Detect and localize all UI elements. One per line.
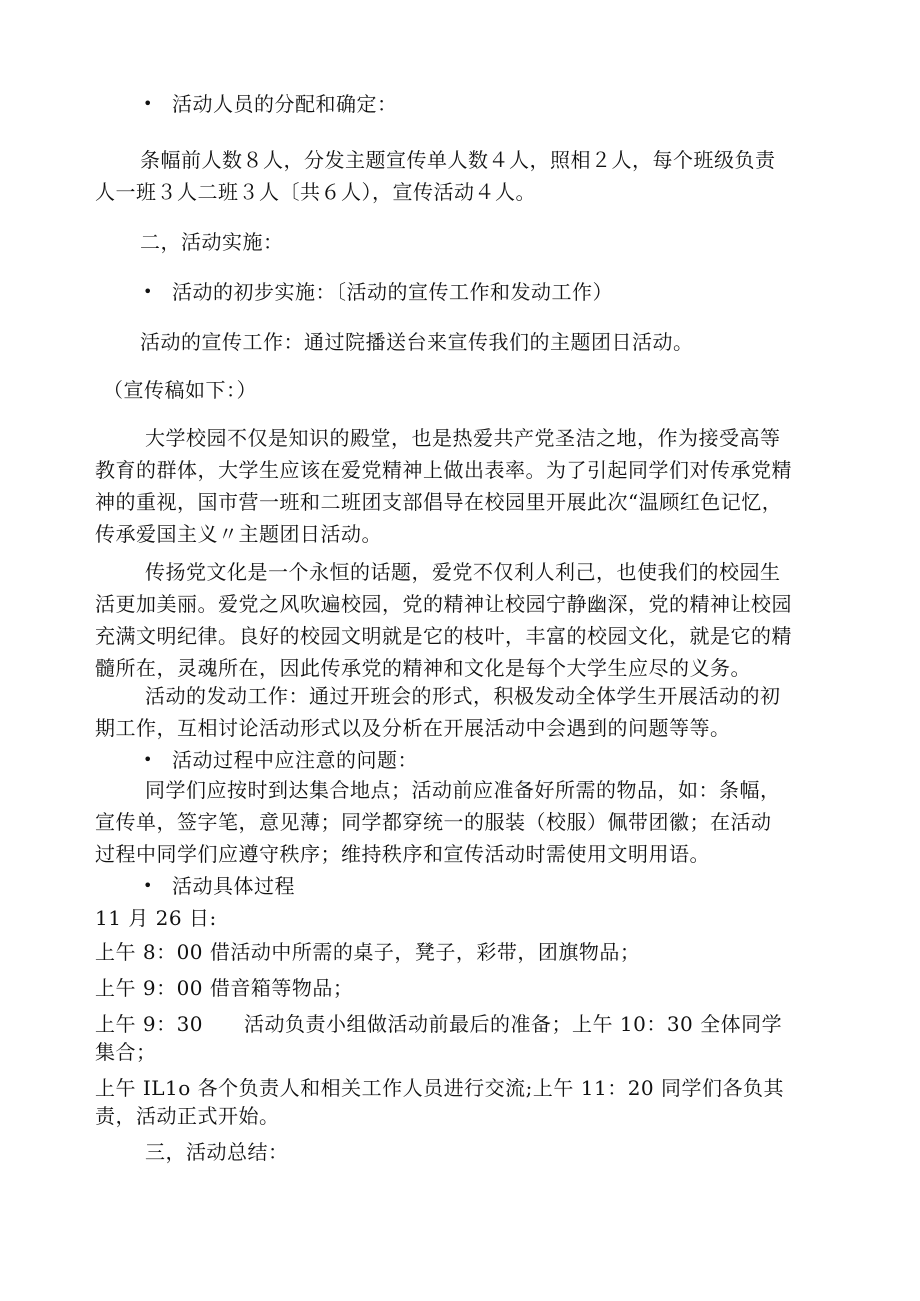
schedule-item: 上午 IL1o 各个负责人和相关工作人员进行交流;上午 11：20 同学们各负其	[95, 1076, 785, 1100]
subheading-initial-implementation: 活动的初步实施：〔活动的宣传工作和发动工作）	[172, 280, 613, 304]
subheading-process: 活动具体过程	[172, 874, 295, 898]
paragraph-line: 神的重视，国市营一班和二班团支部倡导在校园里开展此次“温顾红色记忆，	[95, 490, 783, 514]
paragraph-line: 宣传单，签字笔，意见薄；同学都穿统一的服装（校服）佩带团徽；在活动	[95, 810, 772, 834]
paragraph-line: 充满文明纪律。良好的校园文明就是它的枝叶，丰富的校园文化，就是它的精	[95, 624, 792, 648]
schedule-item-continued: 集合；	[95, 1040, 157, 1064]
paragraph-line: 教育的群体，大学生应该在爱党精神上做出表率。为了引起同学们对传承党精	[95, 458, 792, 482]
paragraph-line: 髓所在，灵魂所在，因此传承党的精神和文化是每个大学生应尽的义务。	[95, 656, 751, 680]
paragraph-line: 人一班３人二班３人〔共６人），宣传活动４人。	[95, 180, 536, 204]
schedule-item: 上午 8：00 借活动中所需的桌子，凳子，彩带，团旗物品；	[95, 940, 641, 964]
paragraph-line: 传扬党文化是一个永恒的话题，爱党不仅利人利己，也使我们的校园生	[145, 560, 781, 584]
schedule-item: 上午 9：00 借音箱等物品；	[95, 976, 354, 1000]
bullet-point: •	[143, 282, 153, 301]
paragraph-line: 活更加美丽。爱党之风吹遍校园，党的精神让校园宁静幽深，党的精神让校园	[95, 592, 792, 616]
paragraph-line: 活动的宣传工作：通过院播送台来宣传我们的主题团日活动。	[140, 330, 694, 354]
paragraph-line: （宣传稿如下：）	[103, 378, 257, 402]
subheading-notes: 活动过程中应注意的问题：	[172, 748, 418, 772]
paragraph-line: 大学校园不仅是知识的殿堂，也是热爱共产党圣洁之地，作为接受高等	[145, 426, 781, 450]
bullet-point: •	[143, 94, 153, 113]
paragraph-line: 过程中同学们应遵守秩序；维持秩序和宣传活动时需使用文明用语。	[95, 842, 710, 866]
bullet-point: •	[143, 876, 153, 895]
date-line: 11 月 26 日:	[95, 906, 217, 930]
paragraph-line: 活动的发动工作：通过开班会的形式，积极发动全体学生开展活动的初	[145, 684, 781, 708]
paragraph-line: 期工作，互相讨论活动形式以及分析在开展活动中会遇到的问题等等。	[95, 716, 731, 740]
schedule-item: 上午 9：30 活动负责小组做活动前最后的准备；上午 10：30 全体同学	[95, 1012, 783, 1036]
section-heading-summary: 三，活动总结：	[145, 1140, 289, 1164]
bullet-point: •	[143, 750, 153, 769]
section-heading-personnel: 活动人员的分配和确定：	[172, 92, 398, 116]
paragraph-line: 条幅前人数８人，分发主题宣传单人数４人，照相２人，每个班级负责	[140, 148, 776, 172]
section-heading-implementation: 二，活动实施：	[140, 230, 284, 254]
paragraph-line: 传承爱国主义〃主题团日活动。	[95, 522, 382, 546]
paragraph-line: 同学们应按时到达集合地点；活动前应准备好所需的物品，如：条幅，	[145, 778, 781, 802]
schedule-item-continued: 责，活动正式开始。	[95, 1104, 280, 1128]
